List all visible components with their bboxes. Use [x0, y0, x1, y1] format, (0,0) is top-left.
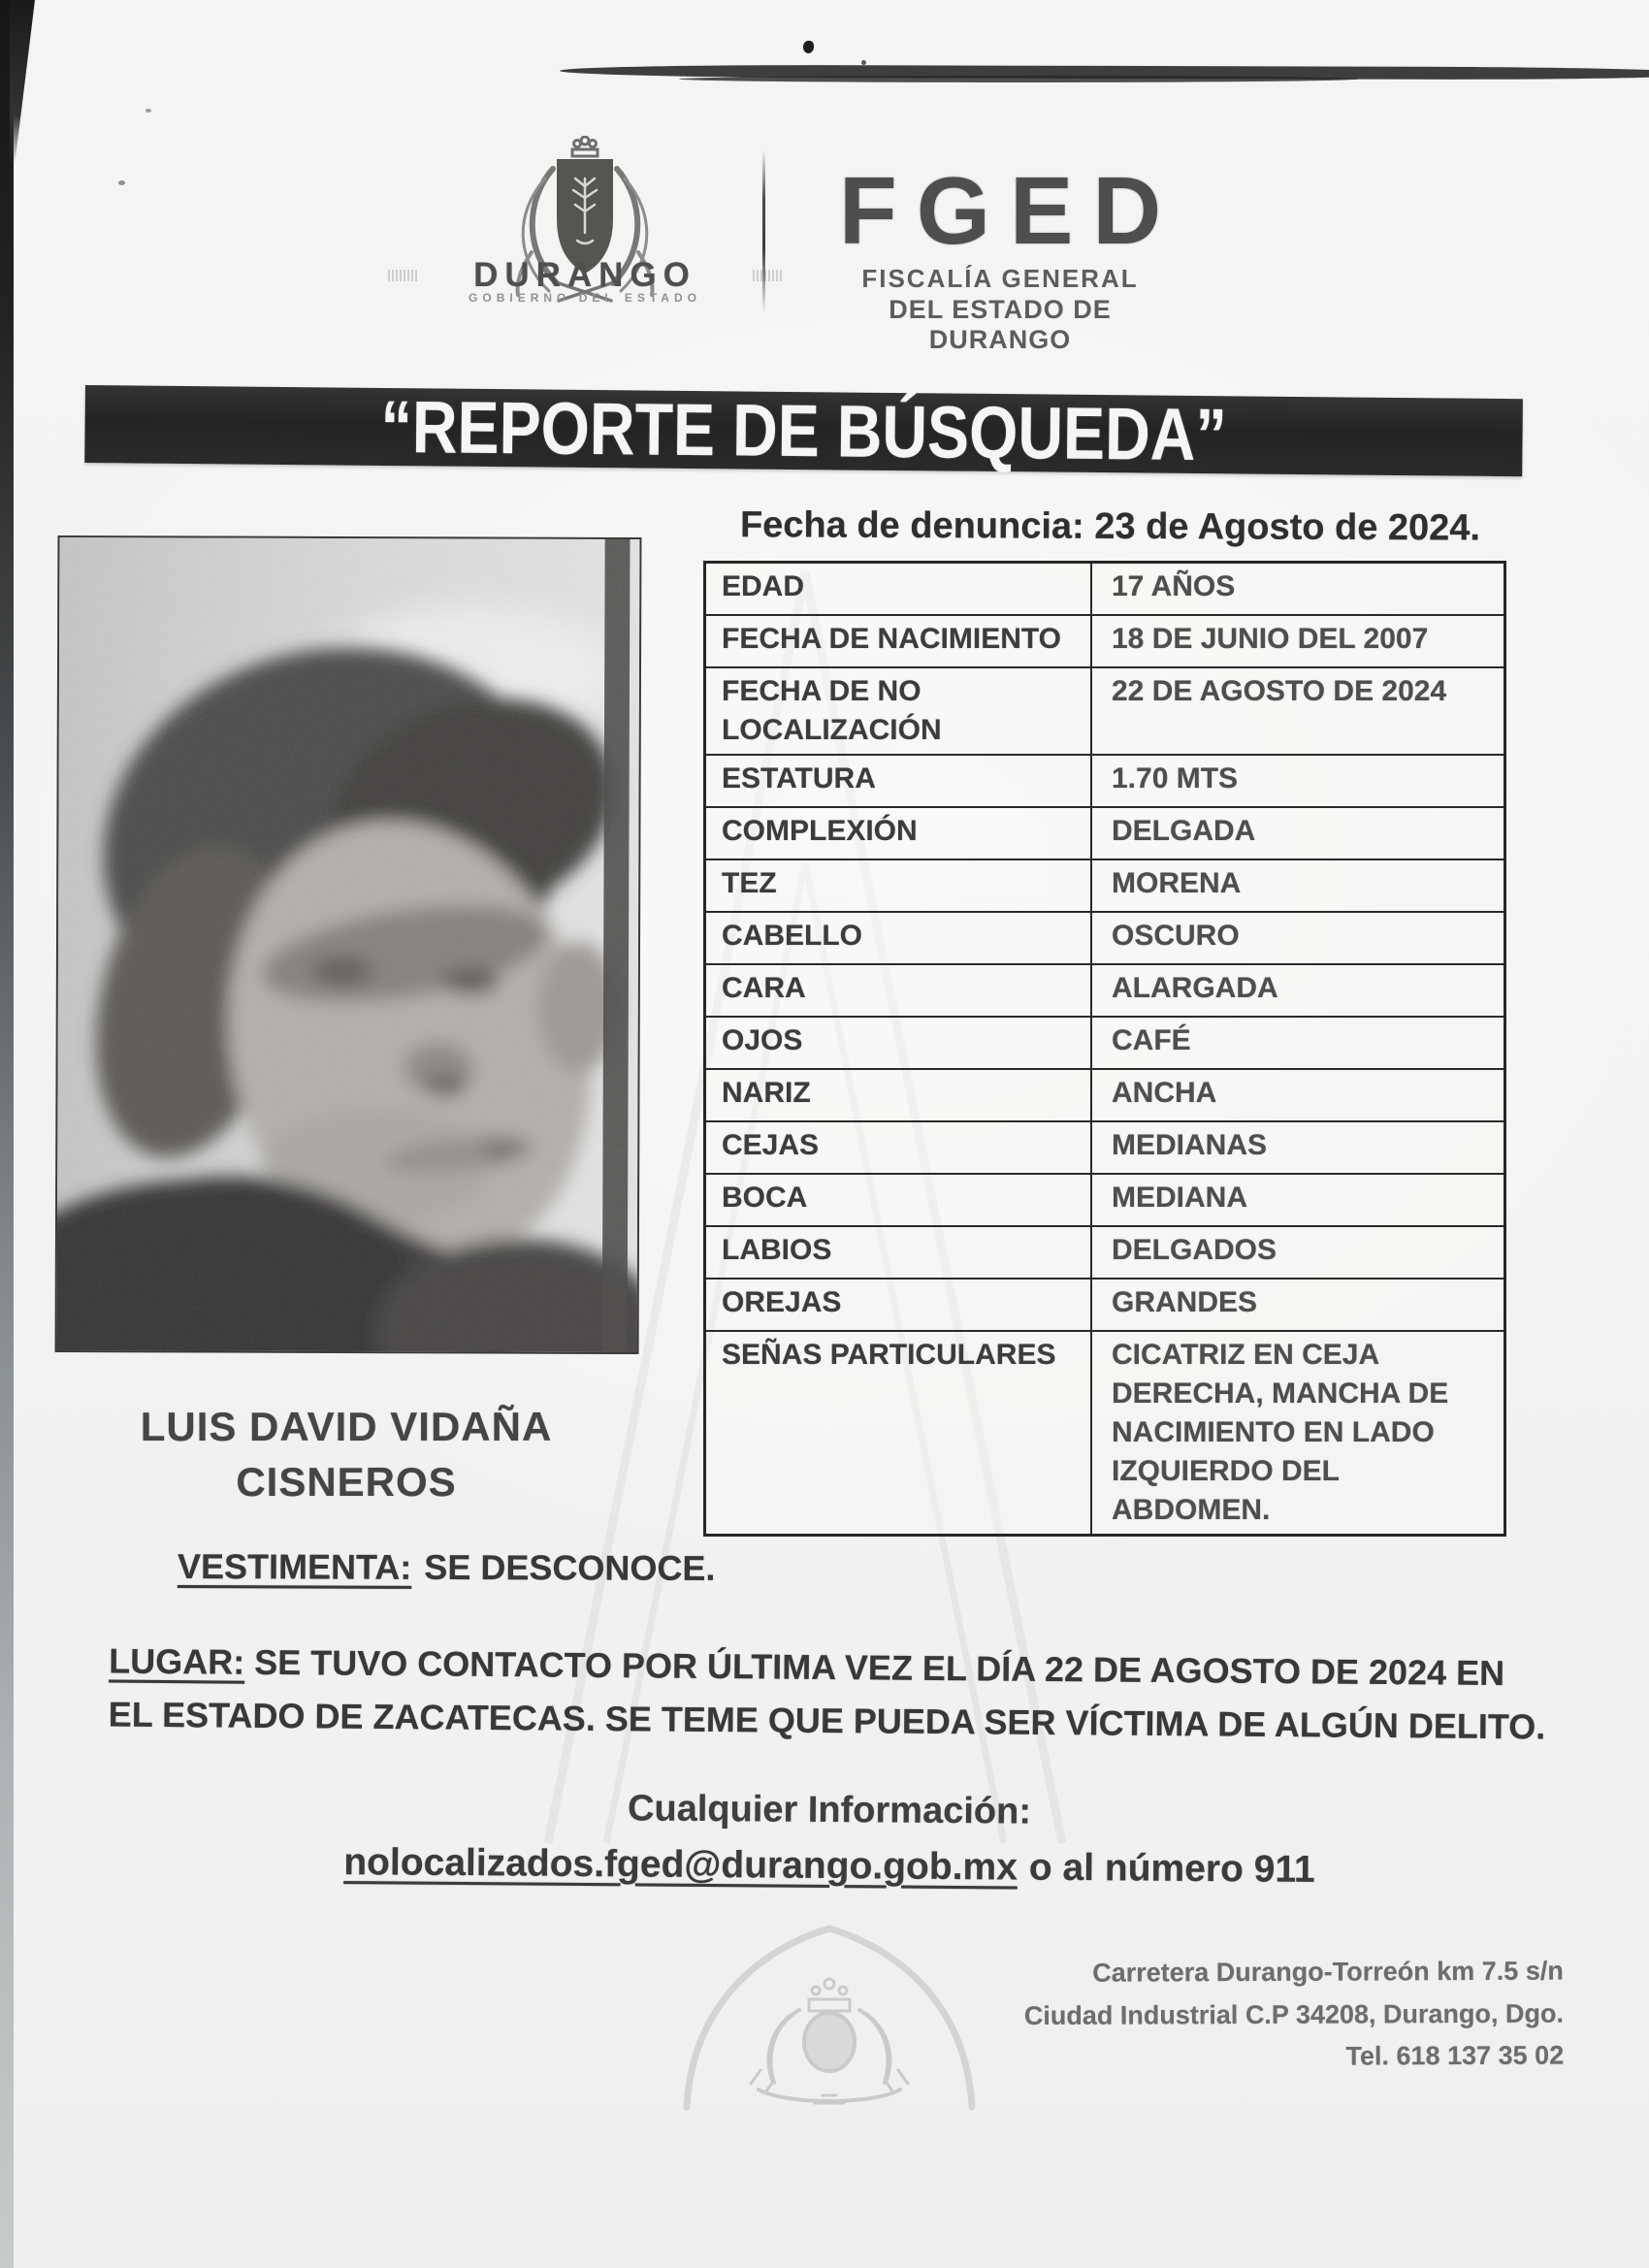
- attribute-value: ANCHA: [1091, 1069, 1505, 1121]
- table-row: [705, 1279, 1505, 1331]
- table-row: [705, 964, 1505, 1017]
- details-table: [703, 561, 1506, 1537]
- seal-watermark-icon: [669, 1913, 989, 2122]
- contact-email: nolocalizados.fged@durango.gob.mx: [343, 1841, 1018, 1889]
- lugar-text: SE TUVO CONTACTO POR ÚLTIMA VEZ EL DÍA 22 DE AGOSTO DE 2024 EN EL ESTADO DE ZACATECAS. SE TEME QUE PUEDA SER VÍCTIMA DE ALGÚN DELITO.: [108, 1641, 1546, 1747]
- table-row: [705, 1174, 1505, 1226]
- table-row: [705, 563, 1505, 616]
- attribute-label: CARA: [705, 964, 1092, 1017]
- person-name-line1: LUIS DAVID VIDAÑA: [140, 1404, 553, 1449]
- person-name: [70, 1400, 623, 1509]
- table-row: [705, 667, 1505, 755]
- lugar-paragraph: [109, 1636, 1547, 1754]
- contact-heading: Cualquier Información:: [627, 1788, 1032, 1832]
- attribute-value: 22 DE AGOSTO DE 2024: [1091, 667, 1505, 755]
- table-row: [705, 1226, 1505, 1279]
- person-name-line2: CISNEROS: [236, 1458, 457, 1505]
- scan-streak-artifact: [679, 76, 1358, 82]
- report-title: “REPORTE DE BÚSQUEDA”: [380, 385, 1228, 476]
- table-row: [705, 859, 1505, 912]
- attribute-value: DELGADA: [1091, 807, 1505, 859]
- attribute-value: 1.70 MTS: [1091, 755, 1505, 807]
- table-row: [705, 807, 1505, 859]
- footer-address-line2: Ciudad Industrial C.P 34208, Durango, Dgo.: [1023, 1998, 1565, 2030]
- durango-wordmark: DURANGO: [415, 256, 755, 295]
- table-row: [705, 1121, 1505, 1174]
- attribute-label: NARIZ: [705, 1069, 1092, 1121]
- attribute-value: MEDIANAS: [1091, 1121, 1505, 1174]
- attribute-label: OREJAS: [705, 1279, 1092, 1331]
- table-row: [705, 1331, 1505, 1536]
- table-row: [705, 755, 1505, 807]
- footer-phone: Tel. 618 137 35 02: [1345, 2041, 1565, 2072]
- attribute-label: LABIOS: [705, 1226, 1092, 1279]
- fged-logo: [820, 157, 1181, 355]
- lugar-label: LUGAR:: [109, 1640, 245, 1682]
- attribute-value: CICATRIZ EN CEJA DERECHA, MANCHA DE NACIMIENTO EN LADO IZQUIERDO DEL ABDOMEN.: [1091, 1331, 1505, 1536]
- attribute-value: GRANDES: [1091, 1279, 1505, 1331]
- attribute-label: FECHA DE NO LOCALIZACIÓN: [705, 667, 1092, 755]
- attribute-value: 18 DE JUNIO DEL 2007: [1091, 615, 1505, 667]
- attribute-label: SEÑAS PARTICULARES: [705, 1331, 1092, 1536]
- attribute-label: BOCA: [705, 1174, 1092, 1226]
- vestimenta-label: VESTIMENTA:: [177, 1546, 412, 1587]
- fged-name-line1: FISCALÍA GENERAL: [861, 264, 1139, 293]
- table-row: [705, 912, 1505, 964]
- attribute-value: DELGADOS: [1091, 1226, 1505, 1279]
- attribute-label: ESTATURA: [705, 755, 1092, 807]
- attribute-label: FECHA DE NACIMIENTO: [705, 615, 1092, 667]
- attribute-label: COMPLEXIÓN: [705, 807, 1092, 859]
- footer-address: [943, 1951, 1565, 2081]
- attribute-value: MEDIANA: [1091, 1174, 1505, 1226]
- ink-spot: [803, 41, 814, 53]
- paper-speck: [118, 180, 125, 185]
- attribute-value: MORENA: [1091, 859, 1505, 912]
- table-row: [705, 1069, 1505, 1121]
- attribute-value: OSCURO: [1091, 912, 1505, 964]
- person-photo: [55, 535, 642, 1354]
- scan-edge-wedge: [10, 0, 35, 165]
- fged-acronym: FGED: [838, 157, 1181, 264]
- contact-phone-text: o al número 911: [1028, 1846, 1315, 1891]
- attribute-label: EDAD: [705, 563, 1092, 616]
- durango-subtitle: GOBIERNO DEL ESTADO: [469, 291, 701, 305]
- report-title-banner: [84, 385, 1523, 476]
- attribute-value: ALARGADA: [1091, 964, 1505, 1017]
- table-row: [705, 1017, 1505, 1069]
- footer-address-line1: Carretera Durango-Torreón km 7.5 s/n: [1092, 1956, 1564, 1988]
- scan-edge-strip: [0, 0, 14, 2268]
- vestimenta-line: [178, 1546, 716, 1589]
- ink-spot: [861, 60, 866, 65]
- table-row: [705, 615, 1505, 667]
- attribute-value: 17 AÑOS: [1091, 563, 1505, 616]
- attribute-label: CABELLO: [705, 912, 1092, 964]
- fged-name-line2: DEL ESTADO DE DURANGO: [889, 295, 1112, 354]
- vestimenta-value: SE DESCONOCE.: [424, 1546, 716, 1588]
- paper-speck: [146, 109, 151, 113]
- attribute-label: OJOS: [705, 1017, 1092, 1069]
- header-divider: [762, 150, 765, 313]
- details-table-body: [705, 563, 1505, 1536]
- attribute-label: CEJAS: [705, 1121, 1092, 1174]
- contact-line: [146, 1839, 1513, 1893]
- report-date: Fecha de denuncia: 23 de Agosto de 2024.: [739, 504, 1481, 549]
- attribute-label: TEZ: [705, 859, 1092, 912]
- attribute-value: CAFÉ: [1091, 1017, 1505, 1069]
